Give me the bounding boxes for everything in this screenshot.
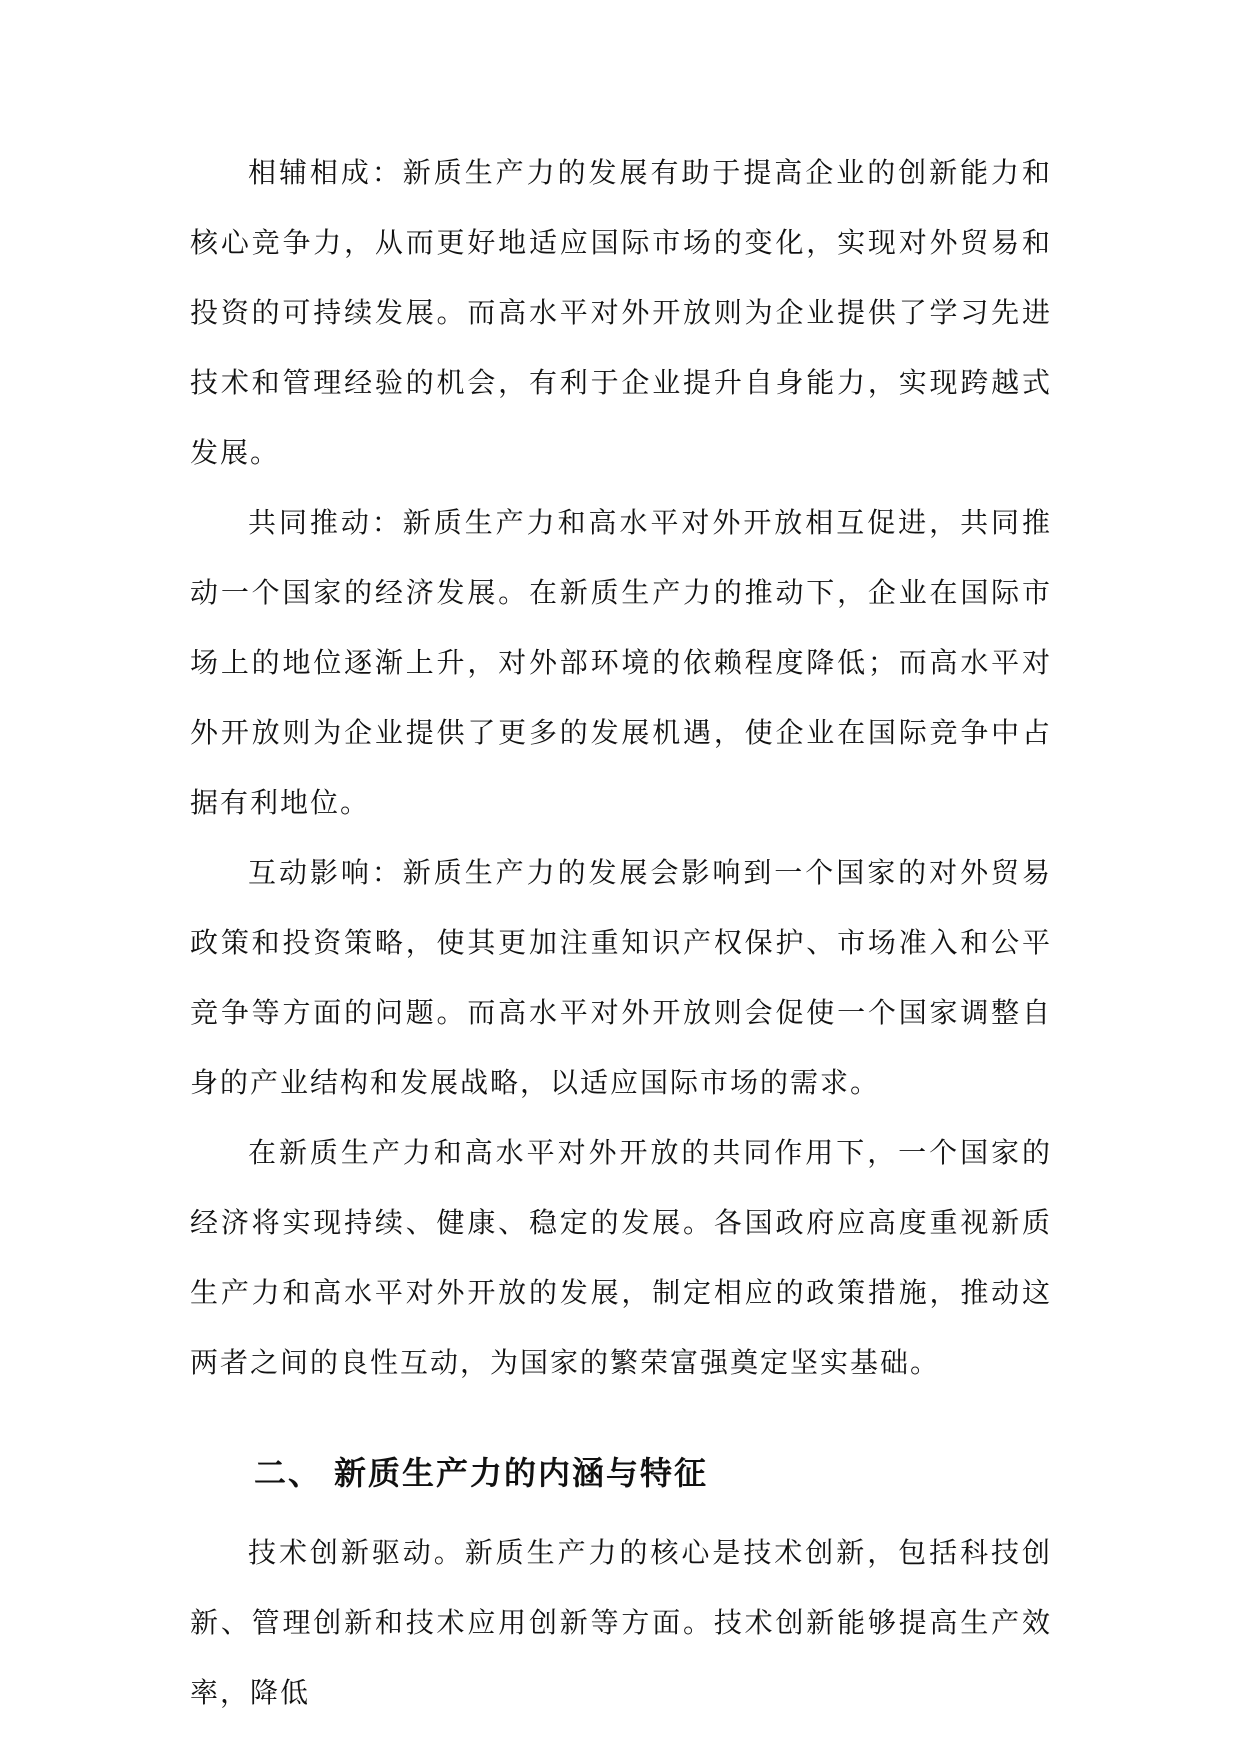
- paragraph-conclusion: 在新质生产力和高水平对外开放的共同作用下，一个国家的经济将实现持续、健康、稳定的发展。各国政府应高度重视新质生产力和高水平对外开放的发展，制定相应的政策措施，推动这两者之间的良性互动，为国家的繁荣富强奠定坚实基础。: [190, 1136, 1052, 1379]
- section-heading: [190, 1438, 1052, 1508]
- paragraph-joint-promotion: 共同推动：新质生产力和高水平对外开放相互促进，共同推动一个国家的经济发展。在新质生产力的推动下，企业在国际市场上的地位逐渐上升，对外部环境的依赖程度降低；而高水平对外开放则为企业提供了更多的发展机遇，使企业在国际竞争中占据有利地位。: [190, 506, 1052, 819]
- paragraph-interactive-influence: 互动影响：新质生产力的发展会影响到一个国家的对外贸易政策和投资策略，使其更加注重知识产权保护、市场准入和公平竞争等方面的问题。而高水平对外开放则会促使一个国家调整自身的产业结构和发展战略，以适应国际市场的需求。: [190, 856, 1052, 1099]
- paragraph-tech-innovation: 技术创新驱动。新质生产力的核心是技术创新，包括科技创新、管理创新和技术应用创新等方面。技术创新能够提高生产效率，降低: [190, 1536, 1052, 1709]
- document-body: [190, 138, 1052, 1728]
- section-heading-number: 二、: [254, 1454, 323, 1492]
- paragraph-complementary: 相辅相成：新质生产力的发展有助于提高企业的创新能力和核心竞争力，从而更好地适应国际市场的变化，实现对外贸易和投资的可持续发展。而高水平对外开放则为企业提供了学习先进技术和管理经验的机会，有利于企业提升自身能力，实现跨越式发展。: [190, 156, 1052, 469]
- section-heading-title: 新质生产力的内涵与特征: [334, 1454, 709, 1492]
